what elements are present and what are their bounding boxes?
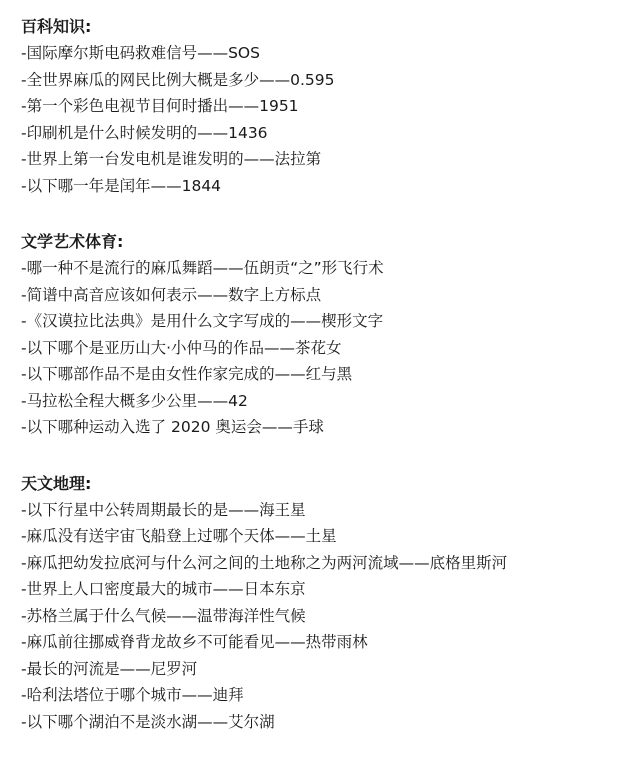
section-literature-arts-sports bbox=[21, 229, 642, 441]
list-item: -麻瓜把幼发拉底河与什么河之间的土地称之为两河流域——底格里斯河 bbox=[21, 553, 508, 572]
list-item: -以下哪部作品不是由女性作家完成的——红与黑 bbox=[21, 365, 353, 383]
list-item: -世界上第一台发电机是谁发明的——法拉第 bbox=[21, 150, 322, 168]
list-item: -第一个彩色电视节目何时播出——1951 bbox=[21, 97, 299, 115]
list-item: -哈利法塔位于哪个城市——迪拜 bbox=[21, 686, 244, 704]
list-item: -以下哪种运动入选了 2020 奥运会——手球 bbox=[21, 418, 324, 436]
section-title: 天文地理: bbox=[21, 473, 92, 493]
list-item: -麻瓜没有送宇宙飞船登上过哪个天体——土星 bbox=[21, 527, 337, 545]
list-item: -以下哪一年是闰年——1844 bbox=[21, 176, 222, 195]
section-astronomy-geography bbox=[21, 471, 642, 736]
list-item: -简谱中高音应该如何表示——数字上方标点 bbox=[21, 285, 322, 304]
list-item: -《汉谟拉比法典》是用什么文字写成的——楔形文字 bbox=[21, 312, 384, 330]
list-item: -以下哪个是亚历山大·小仲马的作品——茶花女 bbox=[21, 338, 342, 357]
list-item: -全世界麻瓜的网民比例大概是多少——0.595 bbox=[21, 70, 335, 89]
list-item: -马拉松全程大概多少公里——42 bbox=[21, 391, 248, 410]
list-item: -以下哪个湖泊不是淡水湖——艾尔湖 bbox=[21, 712, 275, 731]
list-item: -最长的河流是——尼罗河 bbox=[21, 659, 198, 678]
list-item: -世界上人口密度最大的城市——日本东京 bbox=[21, 580, 306, 598]
list-item: -以下行星中公转周期最长的是——海王星 bbox=[21, 500, 306, 519]
list-item: -麻瓜前往挪威脊背龙故乡不可能看见——热带雨林 bbox=[21, 633, 368, 651]
section-title: 文学艺术体育: bbox=[21, 232, 124, 251]
list-item: -苏格兰属于什么气候——温带海洋性气候 bbox=[21, 606, 306, 625]
list-item: -印刷机是什么时候发明的——1436 bbox=[21, 123, 268, 142]
section-title: 百科知识: bbox=[21, 17, 92, 36]
section-encyclopedia bbox=[21, 14, 642, 199]
list-item: -国际摩尔斯电码救难信号——SOS bbox=[21, 44, 260, 62]
list-item: -哪一种不是流行的麻瓜舞蹈——伍朗贡“之”形飞行术 bbox=[21, 259, 384, 277]
